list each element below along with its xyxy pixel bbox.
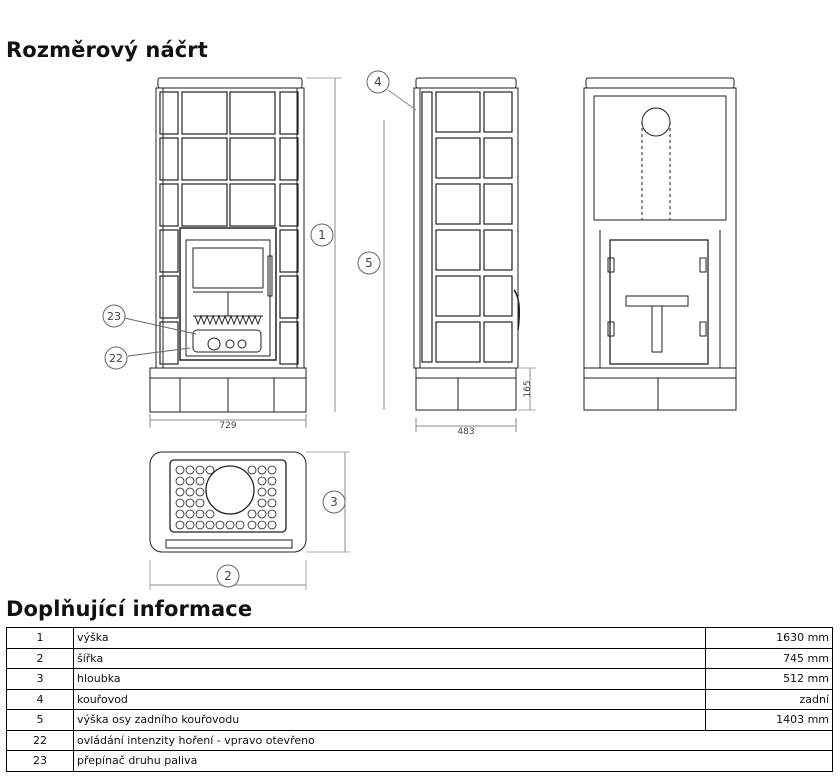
- row-number: 23: [7, 751, 74, 772]
- info-table: [6, 627, 833, 772]
- callout-2: 2: [224, 569, 232, 583]
- table-row: [7, 669, 833, 690]
- row-number: 4: [7, 689, 74, 710]
- row-number: 5: [7, 710, 74, 731]
- row-number: 22: [7, 730, 74, 751]
- dim-front-width: 729: [219, 421, 237, 431]
- row-label: hloubka: [74, 669, 706, 690]
- table-row: [7, 628, 833, 649]
- row-number: 3: [7, 669, 74, 690]
- row-number: 2: [7, 648, 74, 669]
- row-value: 745 mm: [706, 648, 833, 669]
- table-row: [7, 648, 833, 669]
- dim-base-height: 165: [523, 380, 533, 398]
- row-label: výška osy zadního kouřovodu: [74, 710, 706, 731]
- row-value: 512 mm: [706, 669, 833, 690]
- row-value: 1403 mm: [706, 710, 833, 731]
- section-title-sketch: Rozměrový náčrt: [6, 38, 208, 62]
- callout-5: 5: [365, 256, 373, 270]
- top-view: [150, 452, 350, 590]
- front-view: [150, 78, 342, 428]
- section-view: [584, 78, 736, 410]
- table-row: [7, 689, 833, 710]
- row-value: zadní: [706, 689, 833, 710]
- table-row: [7, 710, 833, 731]
- row-label: výška: [74, 628, 706, 649]
- callout-3: 3: [330, 495, 338, 509]
- callout-1: 1: [318, 228, 326, 242]
- callout-22: 22: [109, 352, 123, 365]
- section-title-info: Doplňující informace: [6, 597, 253, 621]
- table-row: [7, 730, 833, 751]
- row-label: přepínač druhu paliva: [74, 751, 833, 772]
- row-value: 1630 mm: [706, 628, 833, 649]
- dim-side-depth: 483: [457, 427, 475, 437]
- row-number: 1: [7, 628, 74, 649]
- side-view: [384, 78, 536, 432]
- callout-4: 4: [374, 75, 382, 89]
- row-label: šířka: [74, 648, 706, 669]
- row-label: kouřovod: [74, 689, 706, 710]
- table-row: [7, 751, 833, 772]
- row-label: ovládání intenzity hoření - vpravo otevřeno: [74, 730, 833, 751]
- callout-23: 23: [107, 310, 121, 323]
